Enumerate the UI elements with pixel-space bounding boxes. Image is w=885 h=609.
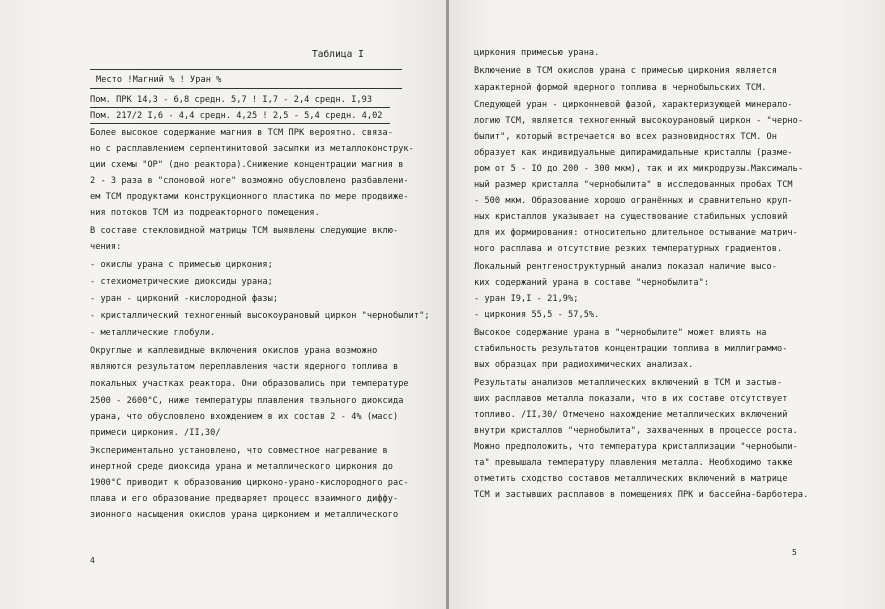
text-line: являются результатом переплавления части ядерного топлива в: [90, 362, 399, 372]
text-line: характерной формой ядерного топлива в чернобыльских ТСМ.: [474, 83, 767, 93]
text-line: чения:: [90, 242, 122, 252]
text-line: ного расплава и отсутствие резких температурных градиентов.: [474, 244, 783, 254]
text-line: 2 - 3 раза в "слоновой ноге" возможно обусловлено разбавлени-: [90, 176, 409, 186]
text-line: ных кристаллов указывает на существование стабильных условий: [474, 212, 788, 222]
table-title: Таблица I: [312, 49, 364, 60]
text-line: ния потоков ТСМ из подреакторного помещения.: [90, 208, 320, 218]
text-line: примеси циркония. /II,30/: [90, 428, 221, 438]
text-line: инертной среде диоксида урана и металлического циркония до: [90, 462, 393, 472]
text-line: 2500 - 2600°С, ниже температуры плавления твэльного диоксида: [90, 396, 404, 406]
text-line: ших расплавов металла показали, что в их составе отсутствует: [474, 394, 788, 404]
text-line: - 500 мкм. Образование хорошо огранённых и сравнительно круп-: [474, 196, 793, 206]
text-line: отметить сходство составов металлических включений в матрице: [474, 474, 788, 484]
text-line: былит", который встречается во всех разновидностях ТСМ. Он: [474, 132, 777, 142]
text-line: образует как индивидуальные дипирамидальные кристаллы (разме-: [474, 148, 793, 158]
text-line: - циркония 55,5 - 57,5%.: [474, 310, 600, 320]
text-line: Высокое содержание урана в "чернобылите" может влиять на: [474, 328, 767, 338]
text-line: локальных участках реактора. Они образовались при температуре: [90, 379, 409, 389]
text-line: топливо. /II,30/ Отмечено нахождение металлических включений: [474, 410, 788, 420]
table-row-rule: [90, 107, 390, 108]
text-line: для их формирования: относительно длительное остывание матрич-: [474, 228, 798, 238]
text-line: Экспериментально установлено, что совместное нагревание в: [90, 446, 388, 456]
text-line: В составе стекловидной матрицы ТСМ выявлены следующие вклю-: [90, 226, 399, 236]
text-line: ТСМ и застывших расплавов в помещениях ПРК и бассейна-барботера.: [474, 490, 809, 500]
text-line: 1900°С приводит к образованию цирконо-урано-кислородного рас-: [90, 478, 409, 488]
text-line: вых образцах при радиохимических анализах.: [474, 360, 694, 370]
text-line: та" превышала температуру плавления металла. Необходимо также: [474, 458, 793, 468]
text-line: ный размер кристалла "чернобылита" в исследованных пробах ТСМ: [474, 180, 793, 190]
text-line: зионного насыщения окислов урана цирконием и металлического: [90, 510, 399, 520]
text-line: Можно предположить, что температура кристаллизации "чернобыли-: [474, 442, 798, 452]
table-top-rule: [90, 69, 402, 70]
text-line: - уран - цирконий -кислородной фазы;: [90, 294, 279, 304]
text-line: урана, что обусловлено вхождением в их состав 2 - 4% (масс): [90, 412, 399, 422]
text-line: - стехиометрические диоксиды урана;: [90, 277, 273, 287]
text-line: плава и его образование предваряет процесс взаимного диффу-: [90, 494, 399, 504]
text-line: Более высокое содержание магния в ТСМ ПРК вероятно. связа-: [90, 128, 393, 138]
table-header-rule: [90, 88, 402, 89]
text-line: ем ТСМ продуктами конструкционного пластика по мере продвиже-: [90, 192, 409, 202]
text-line: - уран I9,I - 21,9%;: [474, 294, 579, 304]
text-line: внутри кристаллов "чернобылита", захваченных в процессе роста.: [474, 426, 798, 436]
text-line: Включение в ТСМ окислов урана с примесью циркония является: [474, 66, 777, 76]
page-number: 5: [792, 548, 797, 557]
table-bottom-rule: [90, 123, 390, 124]
table-header: Место !Магний % ! Уран %: [96, 75, 222, 85]
text-line: циркония примесью урана.: [474, 48, 600, 58]
text-line: логию ТСМ, является техногенный высокоурановый циркон - "черно-: [474, 116, 804, 126]
text-line: ких содержаний урана в составе "чернобылита":: [474, 278, 710, 288]
text-line: Округлые и каплевидные включения окислов урана возможно: [90, 346, 378, 356]
text-line: но с расплавлением серпентинитовой засыпки из металлоконструк-: [90, 144, 414, 154]
text-line: - металлические глобули.: [90, 328, 216, 338]
text-line: - окислы урана с примесью циркония;: [90, 260, 273, 270]
text-line: ции схемы "ОР" (дно реактора).Снижение концентрации магния в: [90, 160, 404, 170]
text-line: - кристаллический техногенный высокоурановый циркон "чернобылит";: [90, 311, 430, 321]
text-line: Локальный рентгеноструктурный анализ показал наличие высо-: [474, 262, 777, 272]
text-line: Результаты анализов металлических включений в ТСМ и застыв-: [474, 378, 783, 388]
table-row: Пом. 217/2 I,6 - 4,4 средн. 4,25 ! 2,5 - 5,4 средн. 4,02: [90, 111, 383, 121]
page-number: 4: [90, 556, 95, 565]
table-row: Пом. ПРК 14,3 - 6,8 средн. 5,7 ! I,7 - 2,4 средн. I,93: [90, 95, 373, 105]
text-line: ром от 5 - IO до 200 - 300 мкм), так и их микродрузы.Максималь-: [474, 164, 804, 174]
text-line: Следующей уран - цирконневой фазой, характеризующей минерало-: [474, 100, 793, 110]
text-line: стабильность результатов концентрации топлива в миллиграммо-: [474, 344, 788, 354]
